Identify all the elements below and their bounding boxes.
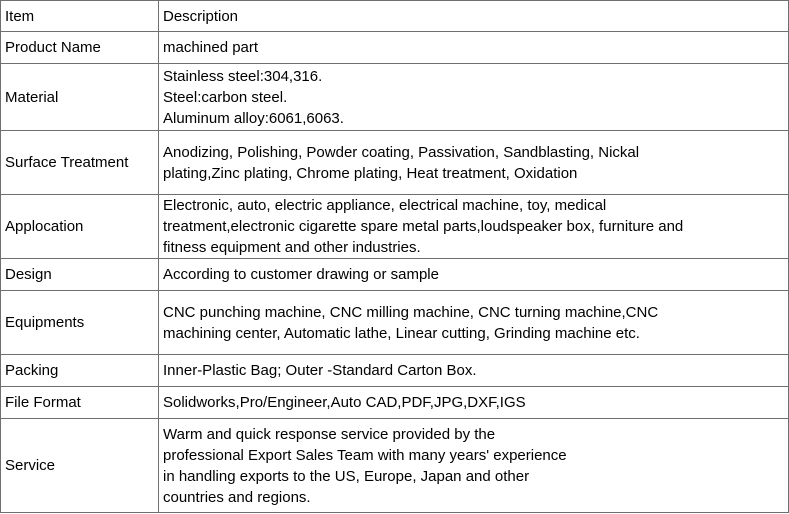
description-line: Aluminum alloy:6061,6063.: [163, 109, 344, 127]
description-cell: [159, 355, 789, 387]
table-row: [1, 64, 789, 131]
description-cell: [159, 131, 789, 195]
description-line: CNC punching machine, CNC milling machine, CNC turning machine,CNC: [163, 303, 659, 321]
description-line: Inner-Plastic Bag; Outer -Standard Carton Box.: [163, 362, 477, 379]
item-label: Service: [1, 419, 159, 513]
description-line: countries and regions.: [163, 488, 311, 506]
description-cell: [159, 387, 789, 419]
header-description: Description: [159, 1, 789, 32]
header-item: Item: [1, 1, 159, 32]
description-line: Warm and quick response service provided by the: [163, 425, 496, 443]
description-line: Electronic, auto, electric appliance, electrical machine, toy, medical: [163, 197, 607, 214]
table-row: [1, 355, 789, 387]
description-cell: [159, 419, 789, 513]
item-label: Design: [1, 259, 159, 291]
table-row: [1, 131, 789, 195]
item-label: Product Name: [1, 32, 159, 64]
description-line: Stainless steel:304,316.: [163, 67, 323, 85]
description-cell: [159, 259, 789, 291]
item-label: Packing: [1, 355, 159, 387]
item-label: File Format: [1, 387, 159, 419]
description-cell: [159, 291, 789, 355]
description-line: treatment,electronic cigarette spare metal parts,loudspeaker box, furniture and: [163, 218, 684, 235]
description-line: Solidworks,Pro/Engineer,Auto CAD,PDF,JPG,DXF,IGS: [163, 394, 526, 411]
table-row: [1, 419, 789, 513]
table-row: [1, 195, 789, 259]
description-line: Anodizing, Polishing, Powder coating, Passivation, Sandblasting, Nickal: [163, 143, 640, 161]
item-label: Equipments: [1, 291, 159, 355]
item-label: Applocation: [1, 195, 159, 259]
description-line: fitness equipment and other industries.: [163, 239, 421, 256]
table-row: [1, 259, 789, 291]
table-row: [1, 32, 789, 64]
item-label: Material: [1, 64, 159, 131]
description-line: machined part: [163, 39, 259, 56]
table-header-row: [1, 1, 789, 32]
description-cell: [159, 64, 789, 131]
table-row: [1, 387, 789, 419]
description-line: plating,Zinc plating, Chrome plating, Heat treatment, Oxidation: [163, 164, 578, 182]
description-line: machining center, Automatic lathe, Linear cutting, Grinding machine etc.: [163, 324, 640, 342]
description-line: in handling exports to the US, Europe, Japan and other: [163, 467, 530, 485]
description-line: According to customer drawing or sample: [163, 266, 439, 283]
description-cell: [159, 195, 789, 259]
table-row: [1, 291, 789, 355]
description-cell: [159, 32, 789, 64]
description-line: professional Export Sales Team with many years' experience: [163, 446, 567, 464]
item-label: Surface Treatment: [1, 131, 159, 195]
description-line: Steel:carbon steel.: [163, 88, 288, 106]
